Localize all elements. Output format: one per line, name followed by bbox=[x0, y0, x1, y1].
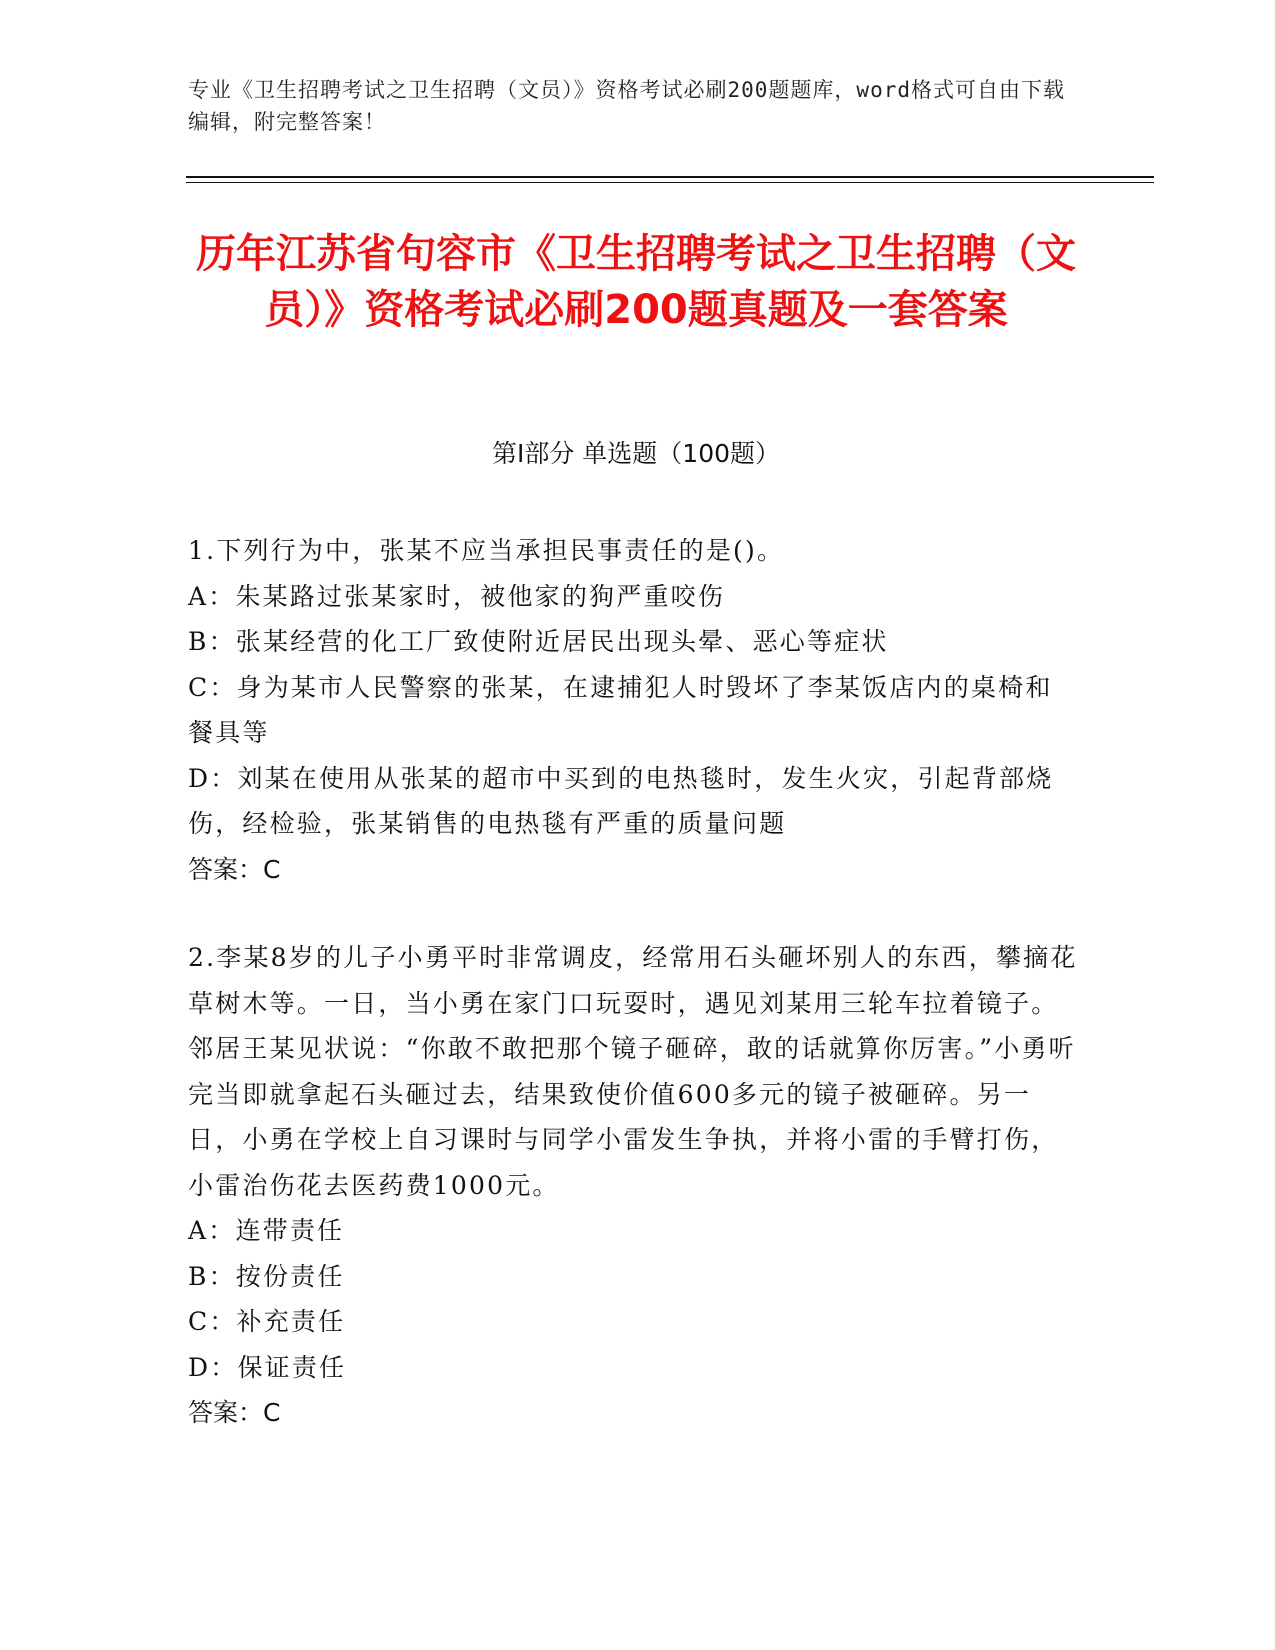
option-d: D：刘某在使用从张某的超市中买到的电热毯时，发生火灾，引起背部烧伤，经检验，张某销售的电热毯有严重的质量问题 bbox=[188, 763, 1054, 838]
answer-line: 答案：C bbox=[188, 1398, 281, 1427]
option-a: A：朱某路过张某家时，被他家的狗严重咬伤 bbox=[188, 581, 726, 611]
question-list bbox=[188, 528, 1078, 1479]
question-stem: 2.李某8岁的儿子小勇平时非常调皮，经常用石头砸坏别人的东西，攀摘花草树木等。一日，当小勇在家门口玩耍时，遇见刘某用三轮车拉着镜子。邻居王某见状说：“你敢不敢把那个镜子砸碎，敢的话就算你厉害。”小勇听完当即就拿起石头砸过去，结果致使价值600多元的镜子被砸碎。另一日，小勇在学校上自习课时与同学小雷发生争执，并将小雷的手臂打伤，小雷治伤花去医药费1000元。 bbox=[188, 943, 1078, 1200]
option-b: B：张某经营的化工厂致使附近居民出现头晕、恶心等症状 bbox=[188, 627, 889, 656]
option-a: A：连带责任 bbox=[188, 1216, 345, 1245]
question-stem: 1.下列行为中，张某不应当承担民事责任的是()。 bbox=[188, 536, 785, 565]
header-divider-thick bbox=[186, 176, 1154, 178]
answer-line: 答案：C bbox=[188, 854, 281, 884]
question-2 bbox=[188, 935, 1078, 1436]
question-1 bbox=[188, 528, 1078, 892]
option-d: D：保证责任 bbox=[188, 1352, 347, 1382]
header-divider-thin bbox=[186, 182, 1154, 183]
option-c: C：补充责任 bbox=[188, 1307, 346, 1336]
header-note: 专业《卫生招聘考试之卫生招聘（文员）》资格考试必刷200题题库，word格式可自由下载编辑，附完整答案！ bbox=[188, 78, 1065, 134]
option-c: C：身为某市人民警察的张某，在逮捕犯人时毁坏了李某饭店内的桌椅和餐具等 bbox=[188, 672, 1053, 747]
option-b: B：按份责任 bbox=[188, 1261, 345, 1291]
document-title: 历年江苏省句容市《卫生招聘考试之卫生招聘（文员）》资格考试必刷200题真题及一套答案 bbox=[196, 231, 1076, 333]
section-heading: 第I部分 单选题（100题） bbox=[491, 439, 781, 468]
